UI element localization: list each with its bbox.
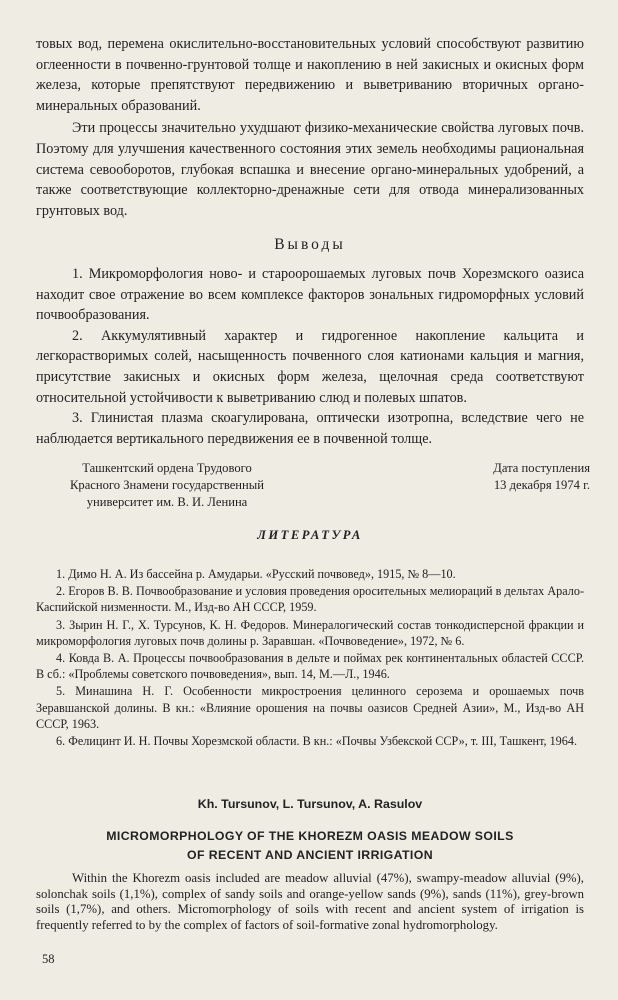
affiliation-line-2: Красного Знамени государственный bbox=[70, 478, 264, 492]
reference-item: 2. Егоров В. В. Почвообразование и условия проведения оросительных мелиораций в дельтах Арало-Каспийской низменности. М., Изд-во АН СССР, 1959. bbox=[36, 584, 584, 615]
english-authors: Kh. Tursunov, L. Tursunov, A. Rasulov bbox=[197, 797, 423, 811]
conclusion-item-3: 3. Глинистая плазма скоагулирована, оптически изотропна, вследствие чего не наблюдается вертикального передвижения ее в почвенной толще. bbox=[36, 410, 584, 447]
reference-item: 5. Минашина Н. Г. Особенности микростроения целинного серозема и орошаемых почв Зеравшанской долины. В кн.: «Влияние орошения на почвы оазисов Средней Азии», М., Изд-во АН СССР, 1963. bbox=[36, 684, 584, 731]
literature-title: ЛИТЕРАТУРА bbox=[257, 528, 363, 542]
main-text-block bbox=[36, 34, 584, 221]
reference-item: 6. Фелицинт И. Н. Почвы Хорезмской области. В кн.: «Почвы Узбекской ССР», т. III, Ташкент, 1964. bbox=[56, 734, 578, 749]
body-paragraph-1: товых вод, перемена окислительно-восстановительных условий способствуют развитию оглеенности в почвенно-грунтовой толще и накоплению в ней закисных и окисных форм железа, которые препятствуют передвижению и выветриванию вторичных органо-минеральных образований. bbox=[36, 36, 584, 114]
english-abstract: Within the Khorezm oasis included are meadow alluvial (47%), swampy-meadow alluvial (9%), solonchak soils (1,1%), complex of sandy soils and orange-yellow sands (9%), sands (11%), grey-brown soils (1,7%), and others. Micromorphology of soils with recent and ancient system of irrigation is frequently referred to by the complex of factors of soil-formative zonal hydromorphology. bbox=[36, 871, 584, 932]
conclusions-heading: Выводы bbox=[274, 236, 346, 253]
conclusion-item-1: 1. Микроморфология ново- и староорошаемых луговых почв Хорезмского оазиса находит свое отражение во всем комплексе факторов зональных гидроморфных условий почвообразования. bbox=[36, 266, 584, 324]
affiliation-line-1: Ташкентский ордена Трудового bbox=[82, 461, 252, 475]
english-title-line-1: MICROMORPHOLOGY OF THE KHOREZM OASIS MEADOW SOILS bbox=[106, 829, 514, 843]
english-title-wrap bbox=[36, 827, 584, 865]
reference-item: 3. Зырин Н. Г., Х. Турсунов, К. Н. Федоров. Минералогический состав тонкодисперсной фракции и микроморфология луговых почв долины р. Заравшан. «Почвоведение», 1972, № 6. bbox=[36, 617, 584, 648]
page-number: 58 bbox=[42, 952, 55, 966]
conclusions-list bbox=[36, 264, 584, 449]
affiliation-block bbox=[52, 460, 282, 511]
received-date: 13 декабря 1974 г. bbox=[493, 478, 590, 492]
english-authors-wrap bbox=[36, 797, 584, 811]
conclusions-section bbox=[36, 236, 584, 254]
body-paragraph-2: Эти процессы значительно ухудшают физико-механические свойства луговых почв. Поэтому для улучшения качественного состояния этих земель необходимы рациональная система севооборотов, глубокая вспашка и внесение органо-минеральных удобрений, а также соответствующие коллекторно-дренажные сети для отвода минерализованных грунтовых вод. bbox=[36, 120, 584, 219]
received-date-block bbox=[440, 460, 590, 494]
affiliation-line-3: университет им. В. И. Ленина bbox=[86, 495, 248, 509]
english-abstract-wrap bbox=[36, 871, 584, 933]
reference-item: 4. Ковда В. А. Процессы почвообразования в дельте и поймах рек континентальных областей СССР. В сб.: «Проблемы советского почвоведения», вып. 14, М.—Л., 1946. bbox=[36, 651, 584, 682]
literature-title-wrap bbox=[36, 528, 584, 543]
english-title-line-2: OF RECENT AND ANCIENT IRRIGATION bbox=[187, 848, 433, 862]
conclusion-item-2: 2. Аккумулятивный характер и гидрогенное накопление кальцита и легкорастворимых солей, насыщенность почвенного слоя катионами кальция и магния, присутствие закисных и окисных форм железа, щелочная среда соответствуют относительной устойчивости к выветриванию слюд и полевых шпатов. bbox=[36, 327, 584, 406]
reference-item: 1. Димо Н. А. Из бассейна р. Амударьи. «Русский почвовед», 1915, № 8—10. bbox=[56, 567, 456, 581]
received-label: Дата поступления bbox=[493, 461, 590, 475]
literature-list bbox=[36, 566, 584, 749]
